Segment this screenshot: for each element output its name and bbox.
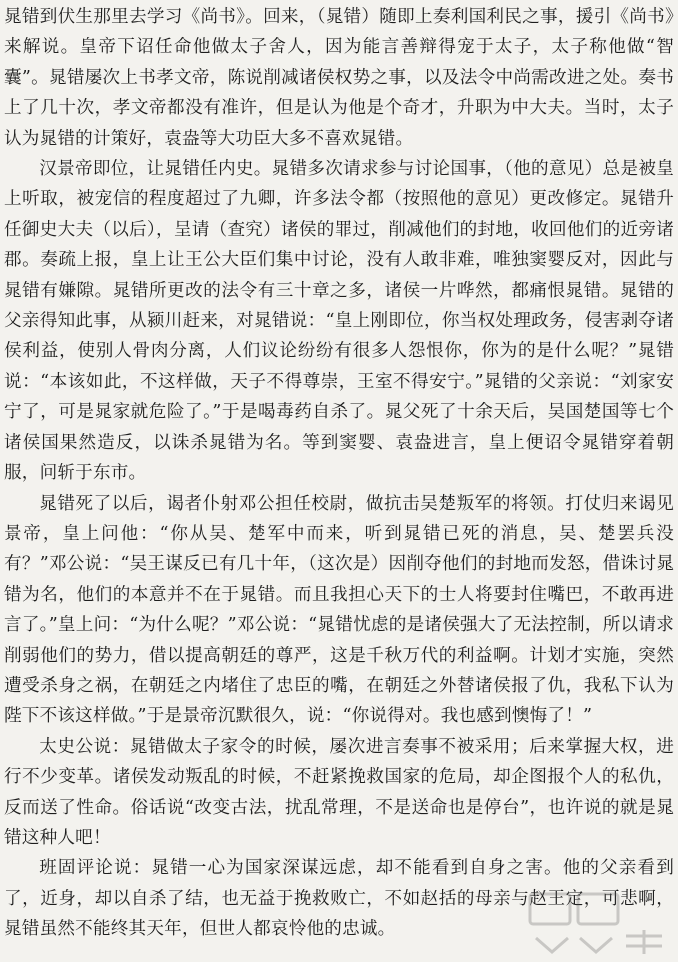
paragraph-5: 班固评论说：晁错一心为国家深谋远虑，却不能看到自身之害。他的父亲看到了，近身，却以自杀了结，也无益于挽救败亡，不如赵括的母亲与赵王定，可悲啊，晁错虽然不能终其天年，但世人都哀怜他的忠诚。 bbox=[4, 858, 674, 940]
document-body bbox=[4, 2, 674, 945]
paragraph-3: 晁错死了以后，谒者仆射邓公担任校尉，做抗击吴楚叛军的将领。打仗归来谒见景帝，皇上问他：“你从吴、楚军中而来，听到晁错已死的消息，吴、楚罢兵没有？”邓公说：“吴王谋反已有几十年，（这次是）因削夺他们的封地而发怒，借诛讨晁错为名，他们的本意并不在于晁错。而且我担心天下的士人将要封住嘴巴，不敢再进言了。”皇上问：“为什么呢？”邓公说：“晁错忧虑的是诸侯强大了无法控制，所以请求削弱他们的势力，借以提高朝廷的尊严，这是千秋万代的利益啊。计划才实施，突然遭受杀身之祸，在朝廷之内堵住了忠臣的嘴，在朝廷之外替诸侯报了仇，我私下认为陛下不该这样做。”于是景帝沉默很久，说：“你说得对。我也感到懊悔了！” bbox=[4, 493, 674, 727]
paragraph-1: 晁错到伏生那里去学习《尚书》。回来，（晁错）随即上奏利国利民之事，援引《尚书》来解说。皇帝下诏任命他做太子舍人，因为能言善辩得宠于太子，太子称他做“智囊”。晁错屡次上书孝文帝，陈说削减诸侯权势之事，以及法令中尚需改进之处。奏书上了几十次，孝文帝都没有准许，但是认为他是个奇才，升职为中大夫。当时，太子认为晁错的计策好，袁盎等大功臣大多不喜欢晁错。 bbox=[4, 7, 674, 149]
paragraph-4: 太史公说：晁错做太子家令的时候，屡次进言奏事不被采用；后来掌握大权，进行不少变革。诸侯发动叛乱的时候，不赶紧挽救国家的危局，却企图报个人的私仇，反而送了性命。俗话说“改变古法，扰乱常理，不是送命也是停台”，也许说的就是晁错这种人吧！ bbox=[4, 736, 674, 848]
paragraph-2: 汉景帝即位，让晁错任内史。晁错多次请求参与讨论国事，（他的意见）总是被皇上听取，被宠信的程度超过了九卿，许多法令都（按照他的意见）更改修定。晁错升任御史大夫（以后），呈请（查究）诸侯的罪过，削减他们的封地，收回他们的近旁诸郡。奏疏上报，皇上让王公大臣们集中讨论，没有人敢非难，唯独窦婴反对，因此与晁错有嫌隙。晁错所更改的法令有三十章之多，诸侯一片哗然，都痛恨晁错。晁错的父亲得知此事，从颍川赶来，对晁错说：“皇上刚即位，你当权处理政务，侵害剥夺诸侯利益，使别人骨肉分离，人们议论纷纷有很多人怨恨你，你为的是什么呢？”晁错说：“本该如此，不这样做，天子不得尊崇，王室不得安宁。”晁错的父亲说：“刘家安宁了，可是晁家就危险了。”于是喝毒药自杀了。晁父死了十余天后，吴国楚国等七个诸侯国果然造反，以诛杀晁错为名。等到窦婴、袁盎进言，皇上便诏令晁错穿着朝服，问斩于东市。 bbox=[4, 159, 674, 484]
